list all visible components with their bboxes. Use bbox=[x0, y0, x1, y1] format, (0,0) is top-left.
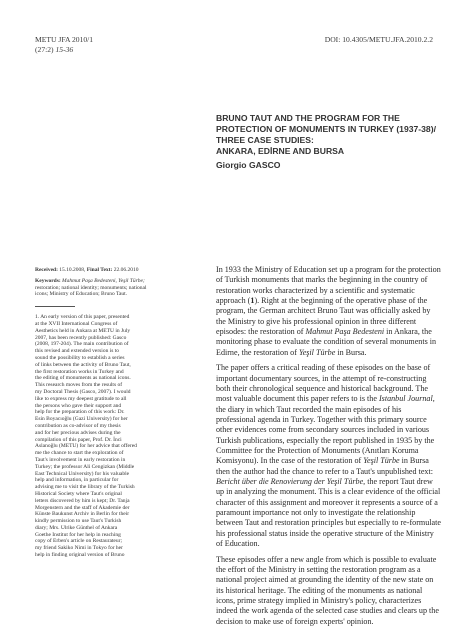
final-text-date: 22.06.2010 bbox=[113, 267, 139, 273]
journal-name: METU JFA 2010/1 bbox=[35, 35, 94, 44]
text-run: in Bursa then the author had the chance to refer to a Taut's unpublished text: bbox=[216, 456, 433, 476]
text-run-italic: Mahmut Paşa Bedesteni bbox=[305, 327, 385, 337]
footnote-line: Historical Society where Taut's original bbox=[35, 490, 122, 497]
title-line: THREE CASE STUDIES: bbox=[216, 135, 314, 145]
footnote-line: sound the possibility to establish a series bbox=[35, 354, 125, 361]
footnote-line: the persons who gave their support and bbox=[35, 402, 122, 409]
title-line: ANKARA, EDİRNE AND BURSA bbox=[216, 146, 345, 156]
footnote-line: East Technical University) for his valuable bbox=[35, 470, 130, 477]
author-name: Giorgio GASCO bbox=[216, 160, 281, 170]
footnote-line: at the XVII International Congress of bbox=[35, 320, 118, 327]
footnote-line: Künste Baukunst Archiv in Berlin for their bbox=[35, 511, 130, 518]
footnote-line: the editing of monuments as national icons. bbox=[35, 375, 131, 382]
text-run: ). Right at the beginning of the operative phase of the program, the German architect Bruno Taut was officially asked by the Ministry to give his professional opinion in three different episodes: the restoration of bbox=[216, 296, 431, 337]
footnote-ref: 1 bbox=[250, 296, 255, 306]
text-run-italic: Yeşil Türbe bbox=[298, 347, 336, 357]
title-line: BRUNO TAUT AND THE PROGRAM FOR THE bbox=[216, 113, 400, 123]
doi-header: DOI: 10.4305/METU.JFA.2010.2.2 bbox=[324, 35, 433, 44]
footnote-divider bbox=[35, 306, 75, 307]
footnote bbox=[35, 314, 161, 559]
issue-pages bbox=[35, 45, 93, 55]
text-run-italic: Bericht über die Renovierung der Yeşil Türbe bbox=[216, 477, 364, 487]
text-run: , the diary in which Taut recorded the main episodes of his professional agenda in Turkey. Together with this primary source other evidences come from secondary sources included in various Turkish publications, especially the report published in 1935 by the Committee for the Protection of Monuments (Anıtları Koruma Komisyonu). In the case of the restoration of bbox=[216, 394, 435, 466]
sidebar bbox=[35, 267, 161, 559]
footnote-line: me the chance to start the exploration of bbox=[35, 450, 124, 457]
footnote-line: help for the preparation of this work: Dr. bbox=[35, 409, 125, 416]
footnote-line: like to express my deepest gratitude to all bbox=[35, 395, 127, 402]
footnote-line: This research moves from the results of bbox=[35, 382, 123, 389]
footnote-line: help in finding original version of Bruno bbox=[35, 552, 125, 559]
footnote-line: advising me to visit the library of the Turkish bbox=[35, 484, 135, 491]
footnote-line: and for her precious advises during the bbox=[35, 429, 121, 436]
page-range: 15-36 bbox=[55, 45, 74, 54]
text-run-italic: Istanbul Journal bbox=[378, 394, 433, 404]
footnote-line: 1. An early version of this paper, presented bbox=[35, 314, 130, 321]
keywords-italic: Mahmut Paşa Bedesteni, Yeşil Türbe; bbox=[62, 277, 145, 284]
footnote-line: compilation of this paper, Prof. Dr. İnci bbox=[35, 436, 122, 443]
keywords-list: restoration; national identity; monuments; national icons; Ministry of Education; Bruno Taut. bbox=[35, 284, 147, 298]
footnote-line: my friend Sakiko Nimi in Tokyo for her bbox=[35, 545, 123, 552]
title-line: PROTECTION OF MONUMENTS IN TURKEY (1937-38)/ bbox=[216, 124, 436, 134]
footnote-line: (2008, 197-204). The main contribution of bbox=[35, 341, 129, 348]
footnote-line: help and information, in particular for bbox=[35, 477, 119, 484]
text-run: , the report Taut drew up in analyzing the monument. This is a clear evidence of the official character of this assignment and moreover it represents a source of a paramount importance not only to investigate the relationship between Taut and restoration principles but especially to re-formulate his professional status inside the operative structure of the Ministry of Education. bbox=[216, 477, 441, 549]
footnote-line: Esin Boyacıoğlu (Gazi University) for her bbox=[35, 416, 128, 423]
footnote-line: my Doctoral Thesis (Gasco, 2007). I would bbox=[35, 388, 131, 395]
dates-line bbox=[35, 267, 161, 274]
footnote-line: contribution as co-advisor of my thesis bbox=[35, 422, 121, 429]
text-run: In 1933 the Ministry of Education set up a program for the protection of Turkish monuments that marks the beginning in the country of restoration works characterized by a scientific and systematic approach ( bbox=[216, 265, 441, 306]
footnote-line: kindly permission to use Taut's Turkish bbox=[35, 518, 122, 525]
text-run: The paper offers a critical reading of these episodes on the base of important documentary sources, in the attempt of re-constructing both their chronological sequence and historical background. The most valuable document this paper refers to is the bbox=[216, 363, 431, 404]
footnote-line: Morgenstern and the staff of Akademie der bbox=[35, 504, 130, 511]
footnote-line: letters discovered by him is kept; Dr. Tanja bbox=[35, 497, 130, 504]
journal-header bbox=[35, 35, 93, 55]
issue-number: (27:2) bbox=[35, 45, 54, 54]
body-paragraph-2 bbox=[216, 363, 441, 549]
received-label: Received: bbox=[35, 267, 58, 273]
article-title bbox=[216, 113, 436, 157]
text-run: in Bursa. bbox=[335, 347, 367, 357]
keywords bbox=[35, 278, 161, 298]
text-run: in Ankara, the monitoring phase to evaluate the condition of several monuments in Edirne, the restoration of bbox=[216, 327, 437, 357]
footnote-line: Taut's involvement in early restoration in bbox=[35, 456, 126, 463]
footnote-line: Aesthetics held in Ankara at METU in July bbox=[35, 327, 131, 334]
footnote-line: Goethe Institut for her help in reaching bbox=[35, 531, 121, 538]
footnote-line: of links between the activity of Bruno Taut, bbox=[35, 361, 131, 368]
footnote-line: this revised and extended version is to bbox=[35, 348, 120, 355]
footnote-line: Aslanoğlu (METU) for her advice that offered bbox=[35, 443, 137, 450]
footnote-line: diary; Mrs. Ulrike Günthel of Ankara bbox=[35, 524, 118, 531]
footnote-line: the first restoration works in Turkey and bbox=[35, 368, 124, 375]
footnote-line: Turkey; the professor Ali Cengizkan (Middle bbox=[35, 463, 135, 470]
keywords-label: Keywords: bbox=[35, 277, 61, 284]
final-text-label: Final Text: bbox=[86, 267, 113, 273]
text-run-italic: Yeşil Türbe bbox=[363, 456, 400, 466]
body-paragraph-3: These episodes offer a new angle from which is possible to evaluate the effort of the Ministry in setting the restoration program as a national project aimed at grounding the identity of the new state on its historical heritage. The editing of the monuments as national icons, prime strategy implied in Ministry's policy, characterizes indeed the work agenda of the selected case studies and clears up the decision to make use of foreign experts' opinion. bbox=[216, 554, 439, 626]
received-date: 15.10.2008, bbox=[59, 267, 86, 273]
body-paragraph-1 bbox=[216, 265, 441, 358]
footnote-line: 2007, has been recently published: Gasco bbox=[35, 334, 127, 341]
footnote-line: copy of Erben's article on Restaurateur; bbox=[35, 538, 122, 545]
title-block bbox=[216, 113, 436, 171]
article-body bbox=[216, 265, 441, 632]
